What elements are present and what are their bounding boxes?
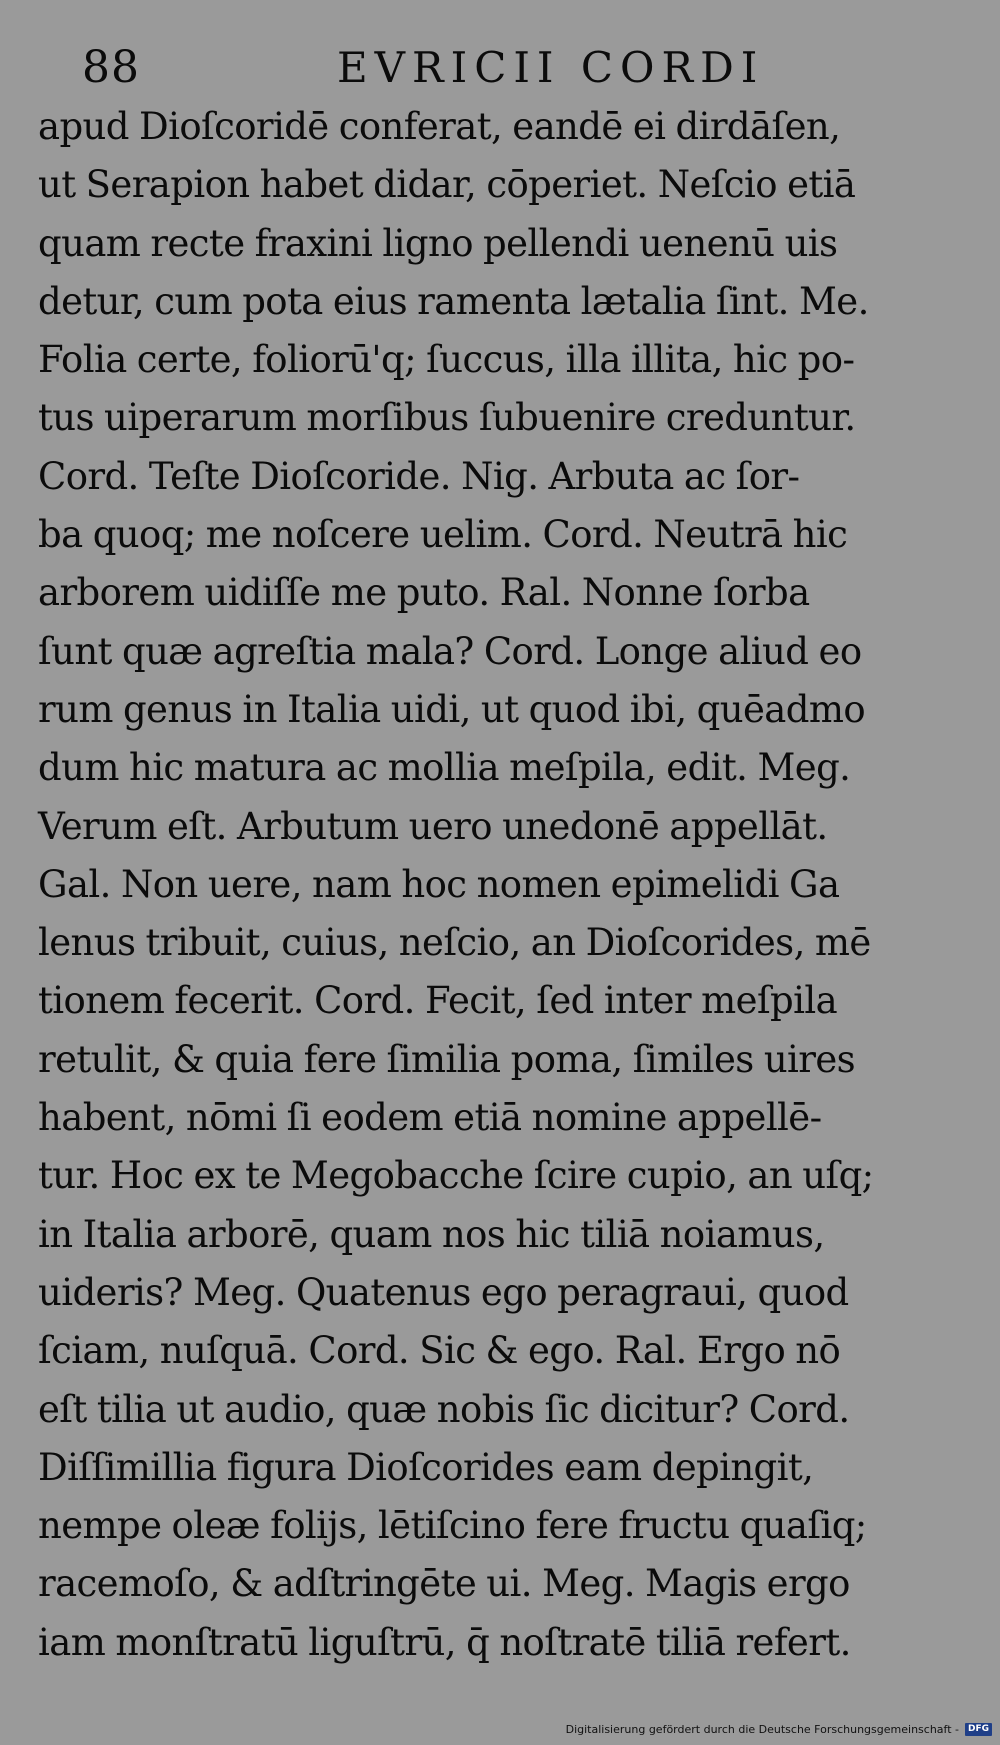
text-line: rum genus in Italia uidi, ut quod ibi, quēadmo — [38, 687, 865, 731]
text-line: ba quoq; me noſcere uelim. Cord. Neutrā hic — [38, 513, 848, 557]
running-head: EVRICII CORDI — [337, 43, 765, 92]
text-line: lenus tribuit, cuius, neſcio, an Dioſcorides, mē — [38, 921, 871, 965]
credit-text: Digitalisierung gefördert durch die Deutsche Forschungsgemeinschaft - — [565, 1722, 959, 1736]
text-line: tur. Hoc ex te Megobacche ſcire cupio, an uſq; — [38, 1154, 874, 1198]
page-header — [82, 38, 962, 98]
text-line: dum hic matura ac mollia meſpila, edit. Meg. — [38, 746, 851, 790]
text-line: in Italia arborē, quam nos hic tiliā noiamus, — [38, 1212, 825, 1256]
text-line: Gal. Non uere, nam hoc nomen epimelidi Ga — [38, 862, 840, 906]
dfg-logo-icon: DFG — [965, 1723, 992, 1736]
text-line: ſciam, nuſquā. Cord. Sic & ego. Ral. Ergo nō — [38, 1329, 841, 1373]
text-line: nempe oleæ folijs, lētiſcino fere fructu quaſiq; — [38, 1504, 867, 1548]
page-number: 88 — [82, 42, 140, 93]
text-line: apud Dioſcoridē conferat, eandē ei dirdāſen, — [38, 105, 841, 148]
text-line: uideris? Meg. Quatenus ego peragraui, quod — [38, 1270, 849, 1314]
text-line: detur, cum pota eius ramenta lætalia ſint. Me. — [38, 279, 869, 323]
text-line: ſunt quæ agreſtia mala? Cord. Longe aliud eo — [38, 629, 862, 673]
text-line: quam recte fraxini ligno pellendi uenenū uis — [38, 221, 838, 265]
text-line: Cord. Teſte Dioſcoride. Nig. Arbuta ac ſor- — [38, 454, 800, 498]
text-line: eſt tilia ut audio, quæ nobis ſic dicitur? Cord. — [38, 1387, 850, 1431]
text-line: Folia certe, foliorū'q; ſuccus, illa illita, hic po- — [38, 338, 855, 382]
text-line: retulit, & quia fere ſimilia poma, ſimiles uires — [38, 1037, 856, 1081]
text-line: Diſſimillia figura Dioſcorides eam depingit, — [38, 1445, 814, 1489]
text-line: arborem uidiſſe me puto. Ral. Nonne ſorba — [38, 571, 810, 615]
body-text — [38, 98, 958, 1672]
text-line: tus uiperarum morſibus ſubuenire creduntur. — [38, 396, 856, 440]
text-line: habent, nōmi ſi eodem etiā nomine appellē- — [38, 1096, 822, 1140]
text-line: Verum eſt. Arbutum uero unedonē appellāt. — [38, 804, 828, 848]
text-line: tionem fecerit. Cord. Fecit, ſed inter meſpila — [38, 979, 838, 1023]
text-line: racemoſo, & adſtringēte ui. Meg. Magis ergo — [38, 1562, 850, 1606]
text-line: ut Serapion habet didar, cōperiet. Neſcio etiā — [38, 163, 856, 207]
digitization-credit — [566, 1719, 992, 1739]
text-line: iam monſtratū liguſtrū, q̄ noſtratē tiliā refert. — [38, 1620, 851, 1664]
